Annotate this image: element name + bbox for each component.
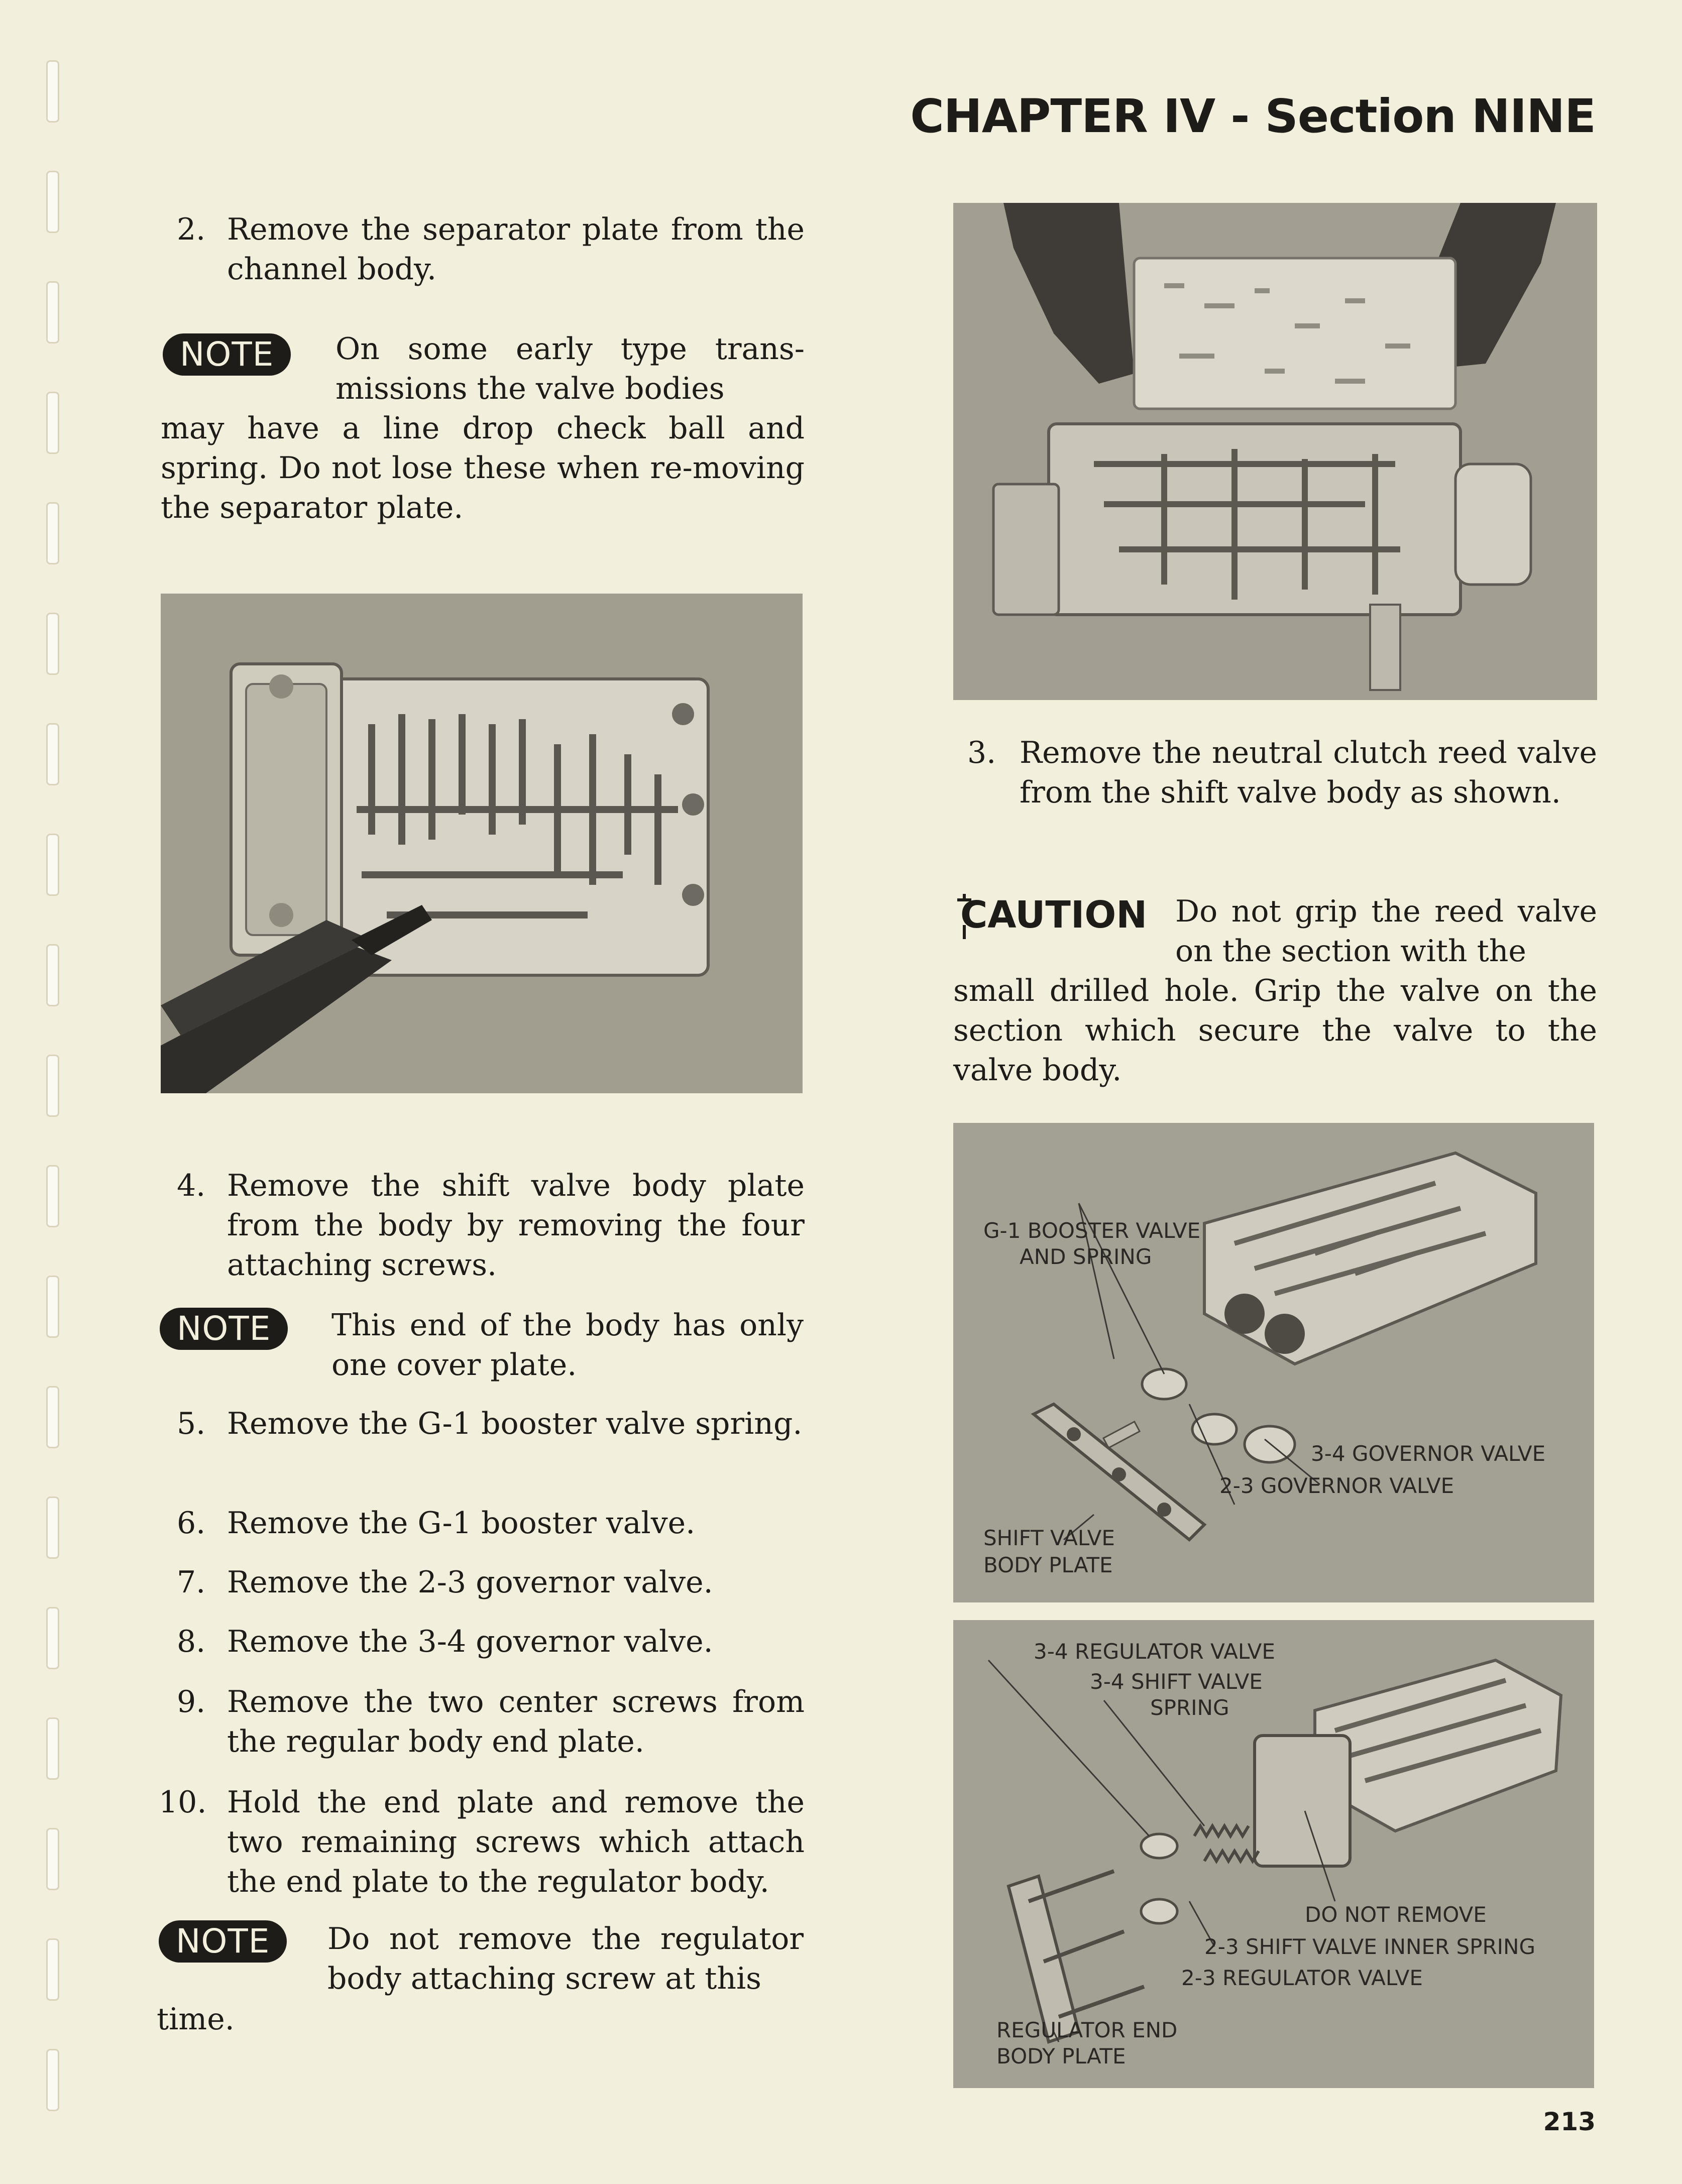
binder-hole [46, 613, 59, 675]
caution-lead: Do not grip the reed valve on the section with the [1175, 894, 1597, 969]
label-34-governor-valve: 3-4 GOVERNOR VALVE [1311, 1441, 1546, 1466]
step-text: Remove the 2-3 governor valve. [227, 1565, 713, 1600]
binder-hole [46, 2049, 59, 2111]
label-regulator-end: REGULATOR END [996, 2018, 1178, 2042]
label-regulator-end-body-plate: BODY PLATE [996, 2044, 1126, 2068]
binder-hole [46, 281, 59, 343]
binder-hole [46, 1938, 59, 2001]
binder-hole [46, 60, 59, 123]
figure-booster-governor-valves [953, 1123, 1594, 1602]
step-5 [177, 1404, 805, 1444]
step-8 [177, 1622, 805, 1662]
step-text: Remove the neutral clutch reed valve from the shift valve body as shown. [1020, 735, 1597, 810]
step-number: 3. [967, 735, 996, 770]
binder-hole [46, 502, 59, 564]
binder-hole [46, 392, 59, 454]
note-badge: NOTE [163, 333, 291, 376]
step-number: 5. [177, 1406, 206, 1441]
step-text: Remove the separator plate from the channel body. [227, 212, 805, 287]
step-text: Remove the G-1 booster valve spring. [227, 1406, 803, 1441]
label-23-regulator-valve: 2-3 REGULATOR VALVE [1181, 1966, 1423, 1990]
step-number: 9. [177, 1684, 206, 1719]
step-number: 8. [177, 1624, 206, 1659]
binder-hole [46, 1497, 59, 1559]
note-badge: NOTE [160, 1308, 288, 1350]
step-6 [177, 1504, 805, 1543]
photo-separator-plate-lifted [953, 203, 1597, 700]
label-34-shift-spring: SPRING [1150, 1695, 1229, 1720]
caution-label: CAUTION [960, 893, 1148, 937]
note-3-rest: time. [157, 2002, 235, 2037]
step-text: Remove the G-1 booster valve. [227, 1506, 696, 1541]
page-number: 213 [1543, 2107, 1596, 2136]
binder-hole [46, 1276, 59, 1338]
label-do-not-remove: DO NOT REMOVE [1305, 1902, 1487, 1927]
figure-regulator-valves [953, 1620, 1594, 2088]
label-booster-spring: AND SPRING [1020, 1244, 1152, 1269]
step-text: Remove the two center screws from the regular body end plate. [227, 1684, 805, 1759]
step-number: 7. [177, 1565, 206, 1600]
note-1-lead: On some early type trans-missions the valve bodies [335, 331, 805, 406]
step-number: 6. [177, 1506, 206, 1541]
step-10 [159, 1783, 805, 1902]
binder-hole [46, 1607, 59, 1669]
binder-holes [0, 0, 70, 2184]
note-badge: NOTE [159, 1920, 287, 1963]
chapter-title: CHAPTER IV - Section NINE [910, 89, 1596, 143]
caution-rest: small drilled hole. Grip the valve on the section which secure the valve to the valve body. [953, 973, 1597, 1088]
binder-hole [46, 1386, 59, 1448]
step-9 [177, 1682, 805, 1762]
binder-hole [46, 1717, 59, 1780]
label-23-governor-valve: 2-3 GOVERNOR VALVE [1219, 1473, 1454, 1498]
step-text: Remove the 3-4 governor valve. [227, 1624, 713, 1659]
step-number: 2. [177, 212, 206, 247]
photo-channel-body-pliers [161, 594, 803, 1093]
binder-hole [46, 171, 59, 233]
note-1-rest: may have a line drop check ball and spring. Do not lose these when re-moving the separator plate. [161, 411, 805, 525]
step-4 [177, 1166, 805, 1285]
label-shift-valve-body-plate: BODY PLATE [983, 1553, 1113, 1577]
step-7 [177, 1563, 805, 1602]
step-number: 4. [177, 1168, 206, 1203]
step-2 [177, 210, 805, 289]
label-34-regulator-valve: 3-4 REGULATOR VALVE [1034, 1639, 1275, 1664]
step-text: Remove the shift valve body plate from the body by removing the four attaching screws. [227, 1168, 805, 1283]
note-2-text: This end of the body has only one cover plate. [331, 1308, 804, 1383]
binder-hole [46, 723, 59, 785]
binder-hole [46, 1828, 59, 1890]
label-booster-valve: G-1 BOOSTER VALVE [983, 1218, 1201, 1243]
binder-hole [46, 834, 59, 896]
note-3-lead: Do not remove the regulator body attaching screw at this [327, 1921, 804, 1996]
binder-hole [46, 1165, 59, 1227]
step-text: Hold the end plate and remove the two remaining screws which attach the end plate to the regulator body. [227, 1785, 805, 1899]
label-shift-valve-plate: SHIFT VALVE [983, 1526, 1115, 1550]
label-23-shift-valve-inner-spring: 2-3 SHIFT VALVE INNER SPRING [1204, 1934, 1535, 1959]
step-3 [967, 733, 1597, 813]
binder-hole [46, 1055, 59, 1117]
step-number: 10. [159, 1785, 207, 1820]
binder-hole [46, 944, 59, 1006]
label-34-shift-valve: 3-4 SHIFT VALVE [1090, 1669, 1263, 1694]
